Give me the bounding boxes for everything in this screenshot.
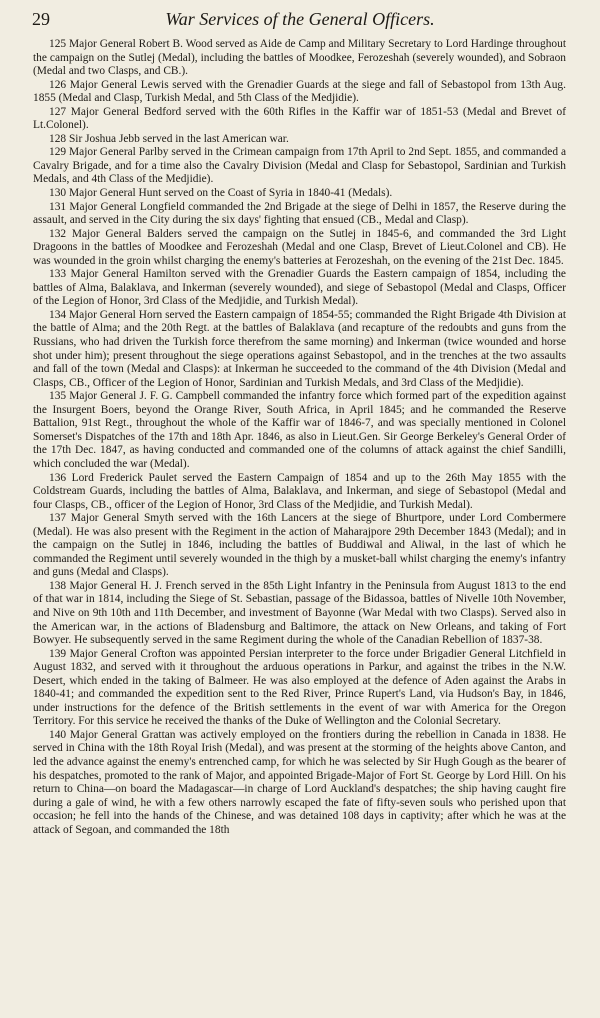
entry-text: Sir Joshua Jebb served in the last American war. [68, 132, 289, 145]
document-body [33, 38, 566, 837]
entry-132 [33, 228, 566, 269]
entry-number: 135 [49, 390, 67, 403]
entry-text: Major General Longfield commanded the 2nd Brigade at the siege of Delhi in 1857, the Reserve during the assault, and served in the City during the six days' fighting that ensued (CB., Medal and Clasp). [33, 200, 566, 227]
entry-number: 140 [49, 728, 67, 741]
entry-text: Major General Robert B. Wood served as Aide de Camp and Military Secretary to Lord Hardinge throughout the campaign on the Sutlej (Medal), including the battles of Moodkee, Ferozeshah (severely wounded), and Sobraon (Medal and two Clasps, and CB.). [33, 38, 566, 78]
entry-number: 136 [49, 471, 67, 484]
entry-text: Major General Parlby served in the Crimean campaign from 17th April to 2nd Sept. 1855, and commanded a Cavalry Brigade, and for a time also the Cavalry Division (Medal and Clasp for Sebastopol, Sardinian and Turkish Medals, and 4th Class of the Medjidie). [33, 146, 567, 186]
entry-number: 131 [49, 200, 67, 213]
entry-text: Major General Grattan was actively employed on the frontiers during the rebellion in Canada in 1838. He served in China with the 18th Royal Irish (Medal), and was present at the storming of the heights above Canton, and led the advance against the enemy's entrenched camp, for which he was selected by Sir Hugh Gough as the bearer of his despatches, promoted to the rank of Major, and appointed Brigade-Major of Fort St. George by Lord Hill. On his return to China—on board the Madagascar—in charge of Lord Auckland's despatches; the ship having caught fire during a gale of wind, he with a few others narrowly escaped the fate of fifty-seven souls who perished upon that occasion; he fell into the hands of the Chinese, and was detained 108 days in captivity; after which he was at the attack of Segoan, and commanded the 18th [33, 728, 566, 836]
page-number: 29 [32, 9, 50, 29]
entry-text: Major General Balders served the campaign on the Sutlej in 1845-6, and commanded the 3rd Light Dragoons in the battles of Moodkee and Ferozeshah (Medal and one Clasp, Brevet of Lieut.Colonel and CB). He was wounded in the groin whilst charging the enemy's batteries at Ferozeshah, on the evening of the 21st Dec. 1845. [33, 227, 566, 267]
entry-125 [33, 38, 566, 79]
entry-text: Major General H. J. French served in the 85th Light Infantry in the Peninsula from August 1813 to the end of that war in 1814, including the Siege of St. Sebastian, passage of the Bidassoa, battles of Nivelle 10th November, and Nive on 9th 10th and 11th December, and investment of Bayonne (War Medal with two Clasps). Served also in the American war, in the actions of Bladensburg and Baltimore, the attack on New Orleans, and taking of Fort Bowyer. He subsequently served in the same Regiment during the whole of the Canadian Rebellion of 1837-38. [33, 579, 566, 647]
entry-text: Major General Horn served the Eastern campaign of 1854-55; commanded the Right Brigade 4th Division at the battle of Alma; and the 20th Regt. at the battles of Balaklava (and recapture of the redoubts and guns from the Russians, who had driven the Turkish force therefrom the same morning) and Inkerman (twice wounded and horse shot under him); present throughout the siege operations against Sebastopol, and in the trenches at the two assaults and fall of the town (Medal and Clasps): at Inkerman he succeeded to the command of the 4th Division (Medal and Clasps, CB., Officer of the Legion of Honor, Sardinian and Turkish Medals, and 3rd Class of the Medjidie). [33, 308, 566, 389]
entry-128 [33, 133, 566, 147]
entry-number: 133 [49, 268, 67, 281]
entry-number: 138 [49, 579, 67, 592]
entry-131 [33, 201, 566, 228]
entry-number: 128 [49, 132, 67, 145]
entry-text: Lord Frederick Paulet served the Eastern Campaign of 1854 and up to the 26th May 1855 with the Coldstream Guards, including the battles of Alma, Balaklava, and Inkerman, and siege of Sebastopol (Medal and four Clasps, CB., officer of the Legion of Honor, 3rd Class of the Medjidie, and Turkish Medal). [33, 471, 566, 511]
entry-number: 129 [49, 146, 67, 159]
entry-138 [33, 580, 566, 648]
entry-number: 137 [49, 512, 67, 525]
entry-137 [33, 512, 566, 580]
entry-number: 132 [49, 227, 67, 240]
entry-text: Major General Bedford served with the 60th Rifles in the Kaffir war of 1851-53 (Medal and Brevet of Lt.Colonel). [33, 105, 566, 132]
entry-number: 139 [49, 647, 67, 660]
entry-text: Major General J. F. G. Campbell commanded the infantry force which formed part of the expedition against the Insurgent Boers, beyond the Orange River, South Africa, in April 1845; and he commanded the Reserve Battalion, 91st Regt., throughout the whole of the Kaffir war of 1846-7, and was specially mentioned in Colonel Somerset's Dispatches of the 17th and 18th Apr. 1846, as also in Lieut.Gen. Sir George Berkeley's General Order of the 17th Dec. 1847, as having conducted and commanded one of the columns of attack against the chief Sandilli, which concluded the war (Medal). [33, 390, 566, 470]
entry-130 [33, 187, 566, 201]
entry-number: 125 [49, 38, 67, 50]
page-header [24, 8, 576, 30]
entry-number: 126 [49, 78, 67, 91]
entry-text: Major General Crofton was appointed Persian interpreter to the force under Brigadier General Litchfield in August 1832, and served with it throughout the arduous operations in Parkur, and against the tribes in the N.W. Desert, which ended in the taking of Balmeer. He was also employed at the defence of Aden against the Arabs in 1840-41; and commanded the expedition sent to the Red River, Prince Rupert's Land, via Hudson's Bay, in 1846, under instructions for the defence of the British settlements in the event of war with America for the Oregon Territory. For this service he received the thanks of the Duke of Wellington and the Colonial Secretary. [33, 647, 567, 728]
entry-126 [33, 79, 566, 106]
entry-text: Major General Hamilton served with the Grenadier Guards the Eastern campaign of 1854, including the battles of Alma, Balaklava, and Inkerman (severely wounded), and siege of Sebastopol (Medal and Clasps, Officer of the Legion of Honor, 3rd Class of the Medjidie, and Turkish Medal). [33, 268, 566, 308]
entry-text: Major General Lewis served with the Grenadier Guards at the siege and fall of Sebastopol from 13th Aug. 1855 (Medal and Clasp, Turkish Medal, and 5th Class of the Medjidie). [33, 78, 566, 105]
entry-136 [33, 472, 566, 513]
entry-number: 134 [49, 308, 67, 321]
entry-text: Major General Smyth served with the 16th Lancers at the siege of Bhurtpore, under Lord Combermere (Medal). He was also present with the Regiment in the action of Maharajpore 29th December 1843 (Medal); and in the campaign on the Sutlej in 1846, including the battles of Buddiwal and Aliwal, in the last of which he commanded the Regiment until severely wounded in the thigh by a musket-ball whilst charging the enemy's infantry and guns (Medal and Clasps). [33, 512, 566, 579]
entry-135 [33, 390, 566, 471]
entry-number: 127 [49, 105, 67, 118]
entry-140 [33, 729, 566, 837]
entry-text: Major General Hunt served on the Coast of Syria in 1840-41 (Medals). [68, 187, 393, 200]
entry-133 [33, 268, 566, 309]
entry-127 [33, 106, 566, 133]
running-title: War Services of the General Officers. [165, 9, 435, 29]
entry-number: 130 [49, 187, 67, 200]
entry-129 [33, 146, 566, 187]
entry-134 [33, 309, 566, 390]
entry-139 [33, 648, 566, 729]
